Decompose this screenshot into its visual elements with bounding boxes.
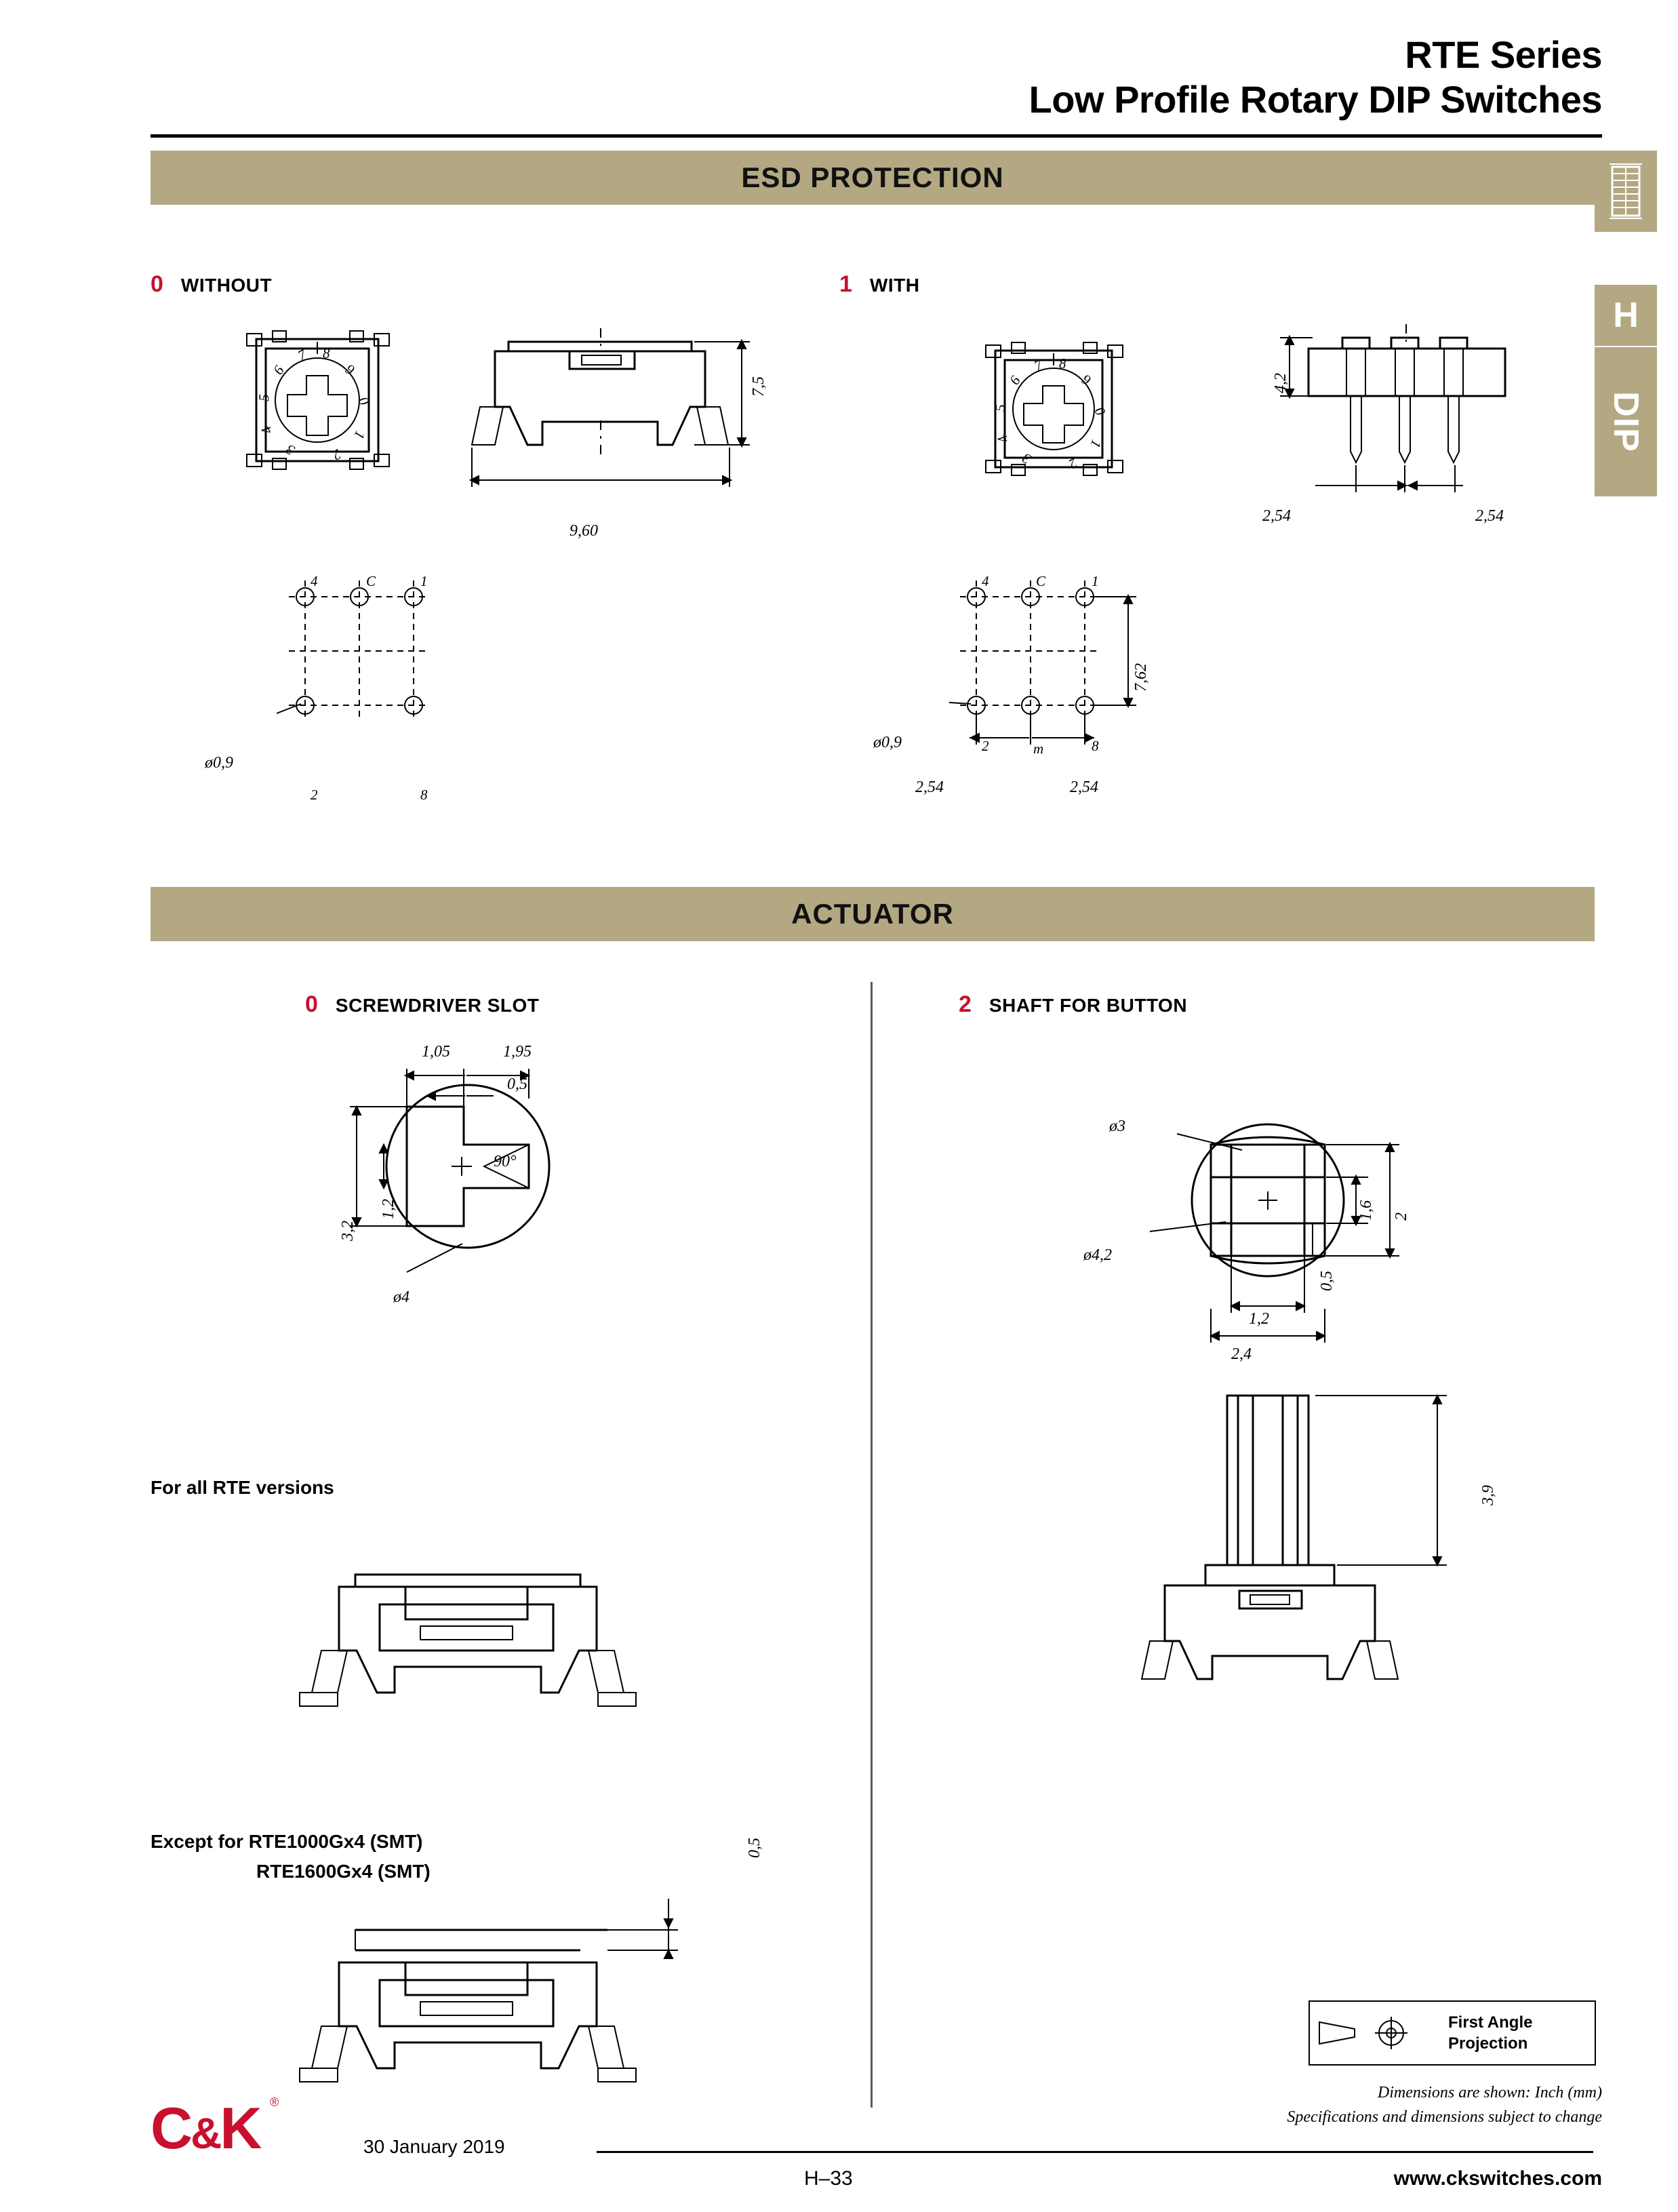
svg-text:0: 0 xyxy=(1091,404,1109,418)
logo-k: K xyxy=(220,2096,260,2161)
drawing-esd-with-pinview xyxy=(1247,319,1573,515)
footer-spec-note xyxy=(1287,2080,1602,2129)
esd-pad-8: 8 xyxy=(420,787,428,803)
projection-label xyxy=(1448,2012,1532,2054)
svg-text:9: 9 xyxy=(342,360,357,378)
screwdriver-dim-angle: 90° xyxy=(494,1153,517,1170)
screwdriver-dim-0-5: 0,5 xyxy=(507,1075,527,1093)
esd-hole-dia: ø0,9 xyxy=(205,754,233,772)
footer-website[interactable]: www.ckswitches.com xyxy=(1393,2167,1602,2190)
esd-option-0 xyxy=(151,271,272,298)
screwdriver-dim-1-95: 1,95 xyxy=(503,1043,532,1061)
note-all-versions: For all RTE versions xyxy=(151,1477,334,1498)
drawing-all-versions-sideview xyxy=(292,1539,651,1736)
esd-with-pitch-fp-left: 2,54 xyxy=(915,778,944,796)
screwdriver-dim-1-2: 1,2 xyxy=(380,1199,397,1219)
ck-logo xyxy=(151,2095,260,2162)
footer-spec-line-2: Specifications and dimensions subject to change xyxy=(1287,2108,1602,2126)
actuator-option-0-label: SCREWDRIVER SLOT xyxy=(335,995,540,1016)
svg-text:7: 7 xyxy=(1031,356,1045,374)
svg-text:9: 9 xyxy=(1079,370,1094,389)
svg-text:6: 6 xyxy=(1005,373,1024,388)
first-angle-projection-box xyxy=(1309,2000,1596,2066)
esd-dim-height-side: 7,5 xyxy=(750,376,767,397)
esd-option-1 xyxy=(839,271,919,298)
svg-text:3: 3 xyxy=(1019,450,1034,468)
projection-symbol-icon xyxy=(1310,2013,1439,2053)
esd-pad-2: 2 xyxy=(311,787,318,803)
projection-line-2: Projection xyxy=(1448,2034,1528,2053)
drawing-esd-without-topview xyxy=(231,319,407,488)
shaft-dim-inner-w: 1,2 xyxy=(1249,1310,1269,1328)
shaft-dim-total-w: 2 xyxy=(1393,1212,1410,1221)
esd-with-pitch-right: 2,54 xyxy=(1475,507,1504,525)
svg-text:3: 3 xyxy=(283,441,298,459)
footer-page-number: H–33 xyxy=(804,2167,853,2190)
esd-pad-1: 1 xyxy=(420,573,428,589)
esd-option-0-num: 0 xyxy=(151,271,163,297)
svg-text:1: 1 xyxy=(1087,437,1105,450)
title-line-1: RTE Series xyxy=(1405,33,1602,76)
esd-pad-C: C xyxy=(366,573,376,589)
shaft-dim-dia3: ø3 xyxy=(1109,1118,1125,1135)
section-title-esd: ESD PROTECTION xyxy=(741,161,1004,193)
column-divider xyxy=(871,982,873,2108)
esd-with-pitch-fp-right: 2,54 xyxy=(1070,778,1098,796)
svg-text:5: 5 xyxy=(992,403,1009,412)
svg-text:6: 6 xyxy=(269,363,287,378)
actuator-option-2 xyxy=(959,991,1187,1018)
svg-text:7: 7 xyxy=(295,346,309,364)
page-title xyxy=(1029,33,1602,122)
shaft-dim-outer-w: 2,4 xyxy=(1231,1345,1252,1363)
esd-with-pad-8: 8 xyxy=(1092,738,1099,754)
shaft-dim-dia42: ø4,2 xyxy=(1083,1246,1112,1264)
svg-text:2: 2 xyxy=(1066,454,1081,473)
note-gap-dim: 0,5 xyxy=(746,1838,763,1858)
drawing-screwdriver-slot-detail xyxy=(325,1031,610,1316)
screwdriver-dim-3-2: 3,2 xyxy=(339,1221,357,1241)
dip-switch-icon xyxy=(1595,151,1657,232)
header-rule xyxy=(151,134,1602,138)
drawing-esd-with-topview xyxy=(975,336,1138,492)
drawing-esd-without-footprint xyxy=(271,563,488,773)
logo-c: C xyxy=(151,2096,191,2161)
svg-text:5: 5 xyxy=(256,393,273,402)
projection-line-1: First Angle xyxy=(1448,2013,1533,2032)
footer-rule xyxy=(597,2151,1593,2153)
logo-trademark: ® xyxy=(270,2095,279,2109)
note-except-line-2: RTE1600Gx4 (SMT) xyxy=(256,1861,431,1882)
svg-text:8: 8 xyxy=(323,345,330,361)
tab-family-dip xyxy=(1595,347,1657,496)
shaft-dim-slot-w: 1,6 xyxy=(1357,1200,1375,1221)
esd-with-pad-2: 2 xyxy=(982,738,989,754)
svg-text:8: 8 xyxy=(1059,355,1066,372)
tab-family-label: DIP xyxy=(1606,391,1645,452)
footer-date: 30 January 2019 xyxy=(363,2136,505,2157)
actuator-option-2-label: SHAFT FOR BUTTON xyxy=(988,995,1188,1016)
drawing-esd-without-sideview xyxy=(468,319,780,515)
shaft-dim-height: 3,9 xyxy=(1479,1485,1497,1505)
esd-with-dim-vertical: 7,62 xyxy=(1132,663,1150,692)
esd-with-pad-C: C xyxy=(1036,573,1046,589)
shaft-dim-slot-depth: 0,5 xyxy=(1318,1271,1336,1291)
esd-option-0-label: WITHOUT xyxy=(180,275,273,296)
logo-amp: & xyxy=(191,2109,220,2158)
section-header-esd xyxy=(151,151,1595,205)
section-title-actuator: ACTUATOR xyxy=(791,898,954,930)
svg-text:2: 2 xyxy=(329,446,344,464)
esd-with-pad-1: 1 xyxy=(1092,573,1099,589)
svg-text:1: 1 xyxy=(351,429,369,441)
drawing-shaft-detail xyxy=(1112,1112,1492,1370)
section-header-actuator xyxy=(151,887,1595,941)
screwdriver-dim-1-05: 1,05 xyxy=(422,1043,450,1061)
esd-option-1-label: WITH xyxy=(869,275,920,296)
esd-with-dim-height: 4,2 xyxy=(1272,373,1290,393)
actuator-option-0-num: 0 xyxy=(305,991,318,1017)
esd-with-hole-dia: ø0,9 xyxy=(873,734,902,751)
note-except-line-1: Except for RTE1000Gx4 (SMT) xyxy=(151,1831,423,1852)
svg-text:4: 4 xyxy=(994,432,1012,446)
esd-pad-4: 4 xyxy=(311,573,318,589)
drawing-except-versions-sideview xyxy=(292,1892,780,2109)
esd-with-pitch-left: 2,54 xyxy=(1262,507,1291,525)
actuator-option-2-num: 2 xyxy=(959,991,972,1017)
drawing-shaft-sideview xyxy=(1085,1383,1505,1722)
svg-text:4: 4 xyxy=(258,423,276,437)
esd-option-1-num: 1 xyxy=(839,271,852,297)
tab-letter-h: H xyxy=(1595,285,1657,346)
svg-text:0: 0 xyxy=(355,394,373,408)
esd-with-pad-m: m xyxy=(1033,740,1044,757)
footer-spec-line-1: Dimensions are shown: Inch (mm) xyxy=(1377,2084,1602,2101)
title-line-2: Low Profile Rotary DIP Switches xyxy=(1028,78,1602,121)
esd-dim-width-side: 9,60 xyxy=(570,522,598,540)
screwdriver-dim-dia: ø4 xyxy=(393,1288,409,1306)
esd-with-pad-4: 4 xyxy=(982,573,989,589)
actuator-option-0 xyxy=(305,991,539,1018)
